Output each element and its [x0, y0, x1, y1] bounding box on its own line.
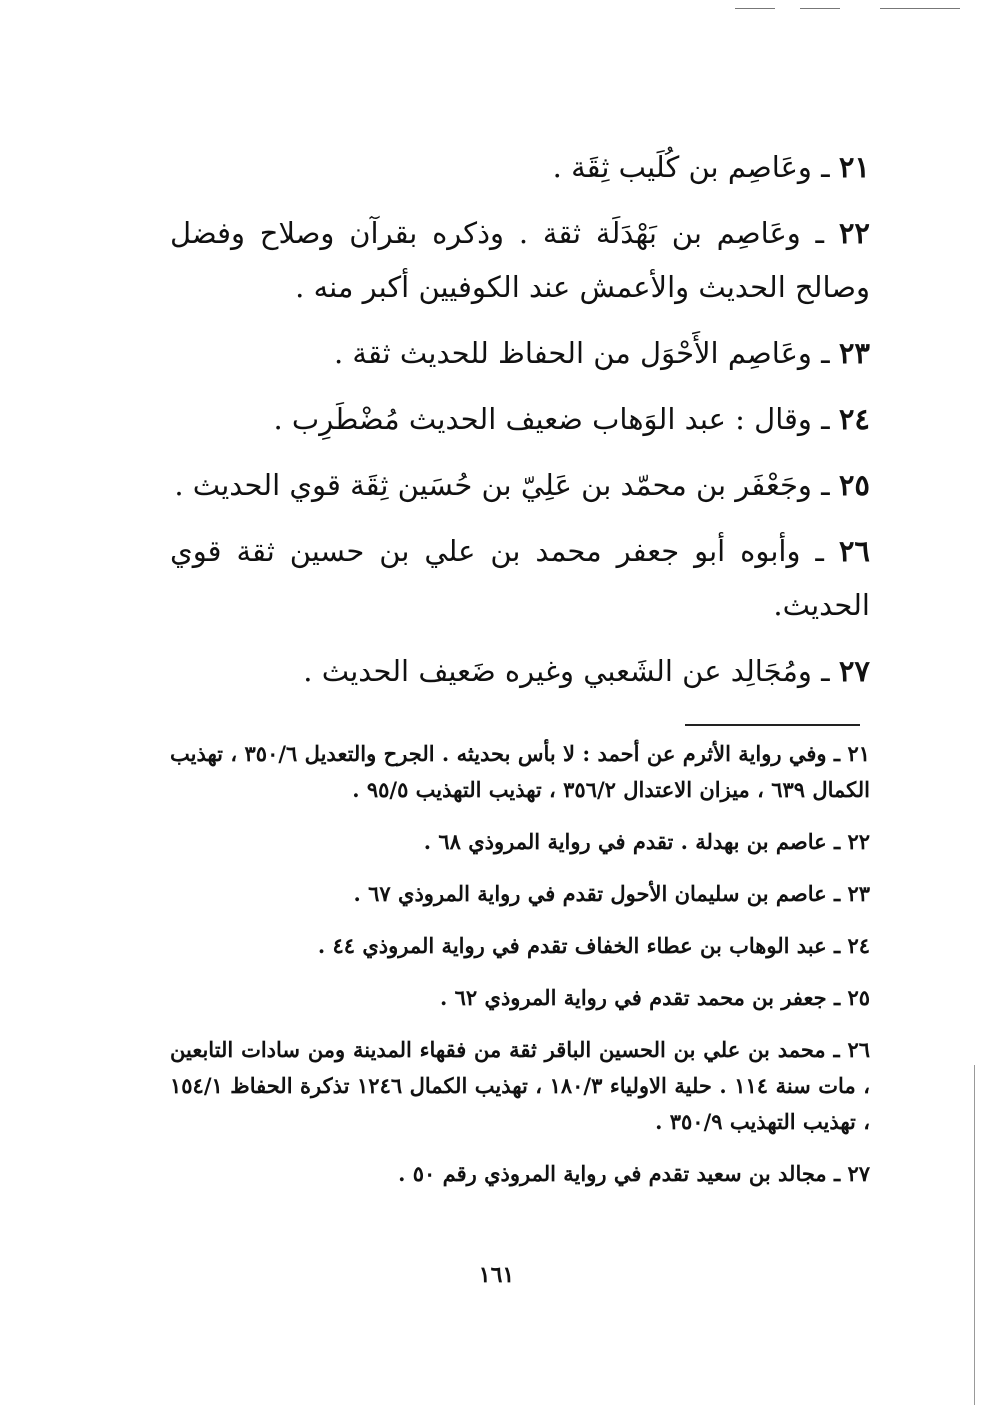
footnote-text: مجالد بن سعيد تقدم في رواية المروذي رقم ٥٠ .: [398, 1161, 827, 1186]
footnote-text: جعفر بن محمد تقدم في رواية المروذي ٦٢ .: [440, 985, 827, 1010]
entry-text: ومُجَالِد عن الشَعبي وغيره ضَعيف الحديث .: [303, 654, 812, 688]
footnote-separator: ـ: [826, 985, 848, 1010]
footnote-number: ٢٦: [847, 1037, 870, 1062]
entry-text: وقال : عبد الوَهاب ضعيف الحديث مُضْطَرِب .: [273, 402, 812, 436]
entry-number: ٢٧: [838, 654, 870, 688]
entry-number: ٢٣: [838, 336, 870, 370]
main-entry: [170, 206, 870, 314]
footnote-separator: ـ: [826, 933, 848, 958]
scan-edge-mark: [735, 8, 775, 9]
entry-number: ٢٦: [838, 534, 870, 568]
footnote-divider: [685, 724, 860, 726]
entry-text: وجَعْفَر بن محمّد بن عَلِيّ بن حُسَين ثِقَة قوي الحديث .: [174, 468, 812, 502]
entry-separator: ـ: [800, 216, 839, 250]
footnote-separator: ـ: [825, 1037, 848, 1062]
scan-edge-mark: [800, 8, 840, 9]
footnote-number: ٢١: [847, 741, 871, 766]
entry-separator: ـ: [811, 402, 839, 436]
entry-number: ٢١: [838, 150, 870, 184]
main-entry: [170, 392, 870, 446]
footnote-separator: ـ: [826, 829, 848, 854]
main-entry: [170, 458, 870, 512]
footnote-text: محمد بن علي بن الحسين الباقر ثقة من فقهاء المدينة ومن سادات التابعين ، مات سنة ١١٤ . حلية الاولياء ١٨٠/٣ ، تهذيب الكمال ١٢٤٦ تذكرة الحفاظ ١٥٤/١ ، تهذيب التهذيب ٣٥٠/٩ .: [170, 1037, 870, 1134]
main-entry: [170, 644, 870, 698]
footnote-separator: ـ: [826, 1161, 848, 1186]
entry-number: ٢٢: [838, 216, 870, 250]
footnote-number: ٢٥: [847, 985, 870, 1010]
footnote-number: ٢٧: [847, 1161, 870, 1186]
footnote-separator: ـ: [826, 881, 848, 906]
footnote: [170, 876, 870, 912]
entry-separator: ـ: [811, 150, 839, 184]
footnote-number: ٢٤: [847, 933, 870, 958]
entry-separator: ـ: [800, 534, 839, 568]
main-entry: [170, 326, 870, 380]
entry-text: وعَاصِم الأَحْوَل من الحفاظ للحديث ثقة .: [333, 336, 812, 370]
footnote: [170, 736, 870, 808]
footnote-text: عبد الوهاب بن عطاء الخفاف تقدم في رواية المروذي ٤٤ .: [317, 933, 827, 958]
scan-edge-mark: [974, 1065, 975, 1405]
footnote-text: عاصم بن سليمان الأحول تقدم في رواية المروذي ٦٧ .: [353, 881, 827, 906]
entry-text: وأبوه أبو جعفر محمد بن علي بن حسين ثقة قوي الحديث.: [170, 534, 870, 622]
footnote: [170, 928, 870, 964]
footnote-text: وفي رواية الأثرم عن أحمد : لا بأس بحديثه . الجرح والتعديل ٣٥٠/٦ ، تهذيب الكمال ٦٣٩ ، ميزان الاعتدال ٣٥٦/٢ ، تهذيب التهذيب ٩٥/٥ .: [170, 741, 870, 802]
main-entry: [170, 140, 870, 194]
footnote-text: عاصم بن بهدلة . تقدم في رواية المروذي ٦٨ .: [423, 829, 827, 854]
entry-text: وعَاصِم بن كُلَيب ثِقَة .: [552, 150, 812, 184]
footnote-separator: ـ: [826, 741, 848, 766]
main-entry: [170, 524, 870, 632]
footnote-number: ٢٣: [847, 881, 870, 906]
main-text: [170, 140, 870, 710]
footnote: [170, 824, 870, 860]
entry-text: وعَاصِم بن بَهْدَلَة ثقة . وذكره بقرآن وصلاح وفضل وصالح الحديث والأعمش عند الكوفيين أكبر منه .: [170, 216, 870, 304]
entry-number: ٢٥: [838, 468, 870, 502]
entry-separator: ـ: [811, 654, 839, 688]
footnote: [170, 1032, 870, 1140]
entry-separator: ـ: [811, 468, 839, 502]
page-number: ١٦١: [478, 1262, 515, 1288]
scan-edge-mark: [880, 8, 960, 9]
footnotes: [170, 736, 870, 1208]
footnote: [170, 1156, 870, 1192]
entry-number: ٢٤: [838, 402, 870, 436]
entry-separator: ـ: [811, 336, 839, 370]
footnote-number: ٢٢: [847, 829, 870, 854]
footnote: [170, 980, 870, 1016]
